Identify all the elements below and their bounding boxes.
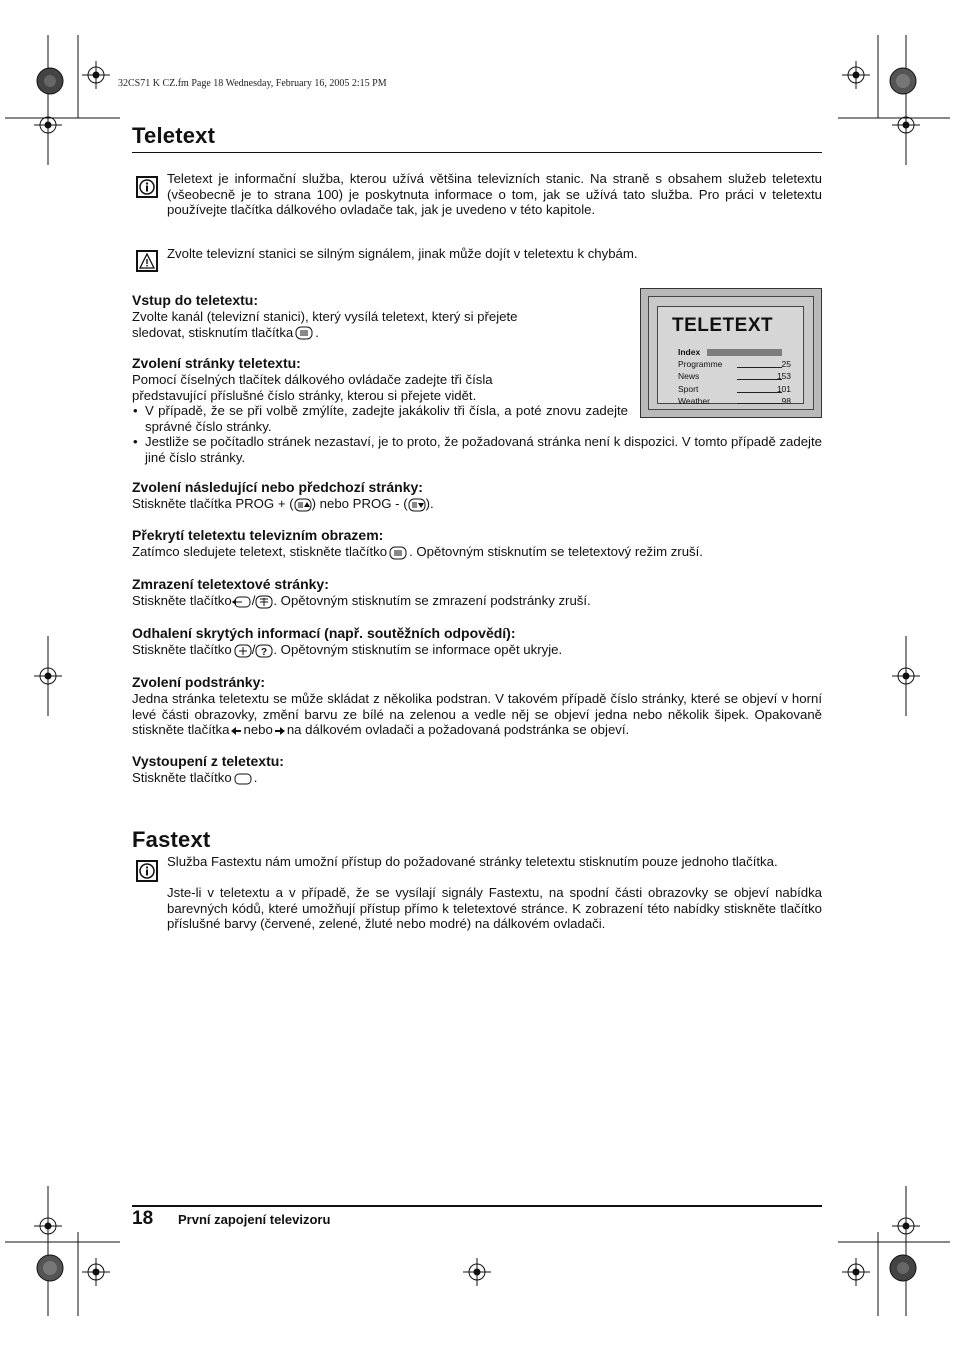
registration-mark-icon: [892, 1212, 920, 1240]
printer-disc-icon: [889, 1254, 917, 1282]
registration-mark-icon: [82, 61, 110, 89]
title-rule: [132, 152, 822, 153]
row-value: 101: [776, 384, 791, 394]
arrow-left-icon: [231, 726, 241, 736]
section-text: Zatímco sledujete teletext, stiskněte tlačítko . Opětovným stisknutím se teletextový režim zruší.: [132, 544, 703, 559]
teletext-screen-title: TELETEXT: [672, 315, 774, 336]
row-name: News: [678, 371, 700, 381]
page-number: 18: [132, 1208, 154, 1229]
registration-mark-icon: [34, 1212, 62, 1240]
section-heading: Vystoupení z teletextu:: [132, 753, 284, 769]
section-heading: Zvolení následující nebo předchozí stránky:: [132, 479, 423, 495]
registration-mark-icon: [34, 662, 62, 690]
row-value: 153: [776, 371, 791, 381]
section-heading: Překrytí teletextu televizním obrazem:: [132, 527, 384, 543]
prog-down-icon: [408, 498, 426, 512]
question-icon: [255, 644, 273, 658]
section-heading: Zmrazení teletextové stránky:: [132, 576, 329, 592]
reveal-icon: [234, 644, 252, 658]
file-header: 32CS71 K CZ.fm Page 18 Wednesday, February 16, 2005 2:15 PM: [118, 78, 387, 89]
registration-mark-icon: [892, 662, 920, 690]
teletext-title: Teletext: [132, 123, 216, 148]
teletext-warning-text: Zvolte televizní stanici se silným signálem, jinak může dojít v teletextu k chybám.: [167, 246, 638, 261]
warning-icon: [136, 250, 158, 272]
section-text: Stiskněte tlačítka PROG + ( ) nebo PROG - ( ).: [132, 496, 434, 511]
section-text: Stiskněte tlačítko / . Opětovným stisknutím se zmrazení podstránky zruší.: [132, 593, 591, 608]
section-heading: Zvolení podstránky:: [132, 674, 266, 690]
teletext-info-text: Teletext je informační služba, kterou užívá většina televizních stanic. Na straně s obsahem služeb teletextu (všeobecně je to strana 100) je poskytnuta informace o tom, jak se užívá tato služba. Pro práci v teletextu používejte tlačítka dálkového ovladače tak, jak je uvedeno v této kapitole.: [167, 171, 822, 217]
section-text: Pomocí číselných tlačítek dálkového ovládače zadejte tři čísla představující příslušné číslo stránky, kterou si přejete vidět.: [132, 372, 493, 403]
printer-disc-icon: [36, 1254, 64, 1282]
section-vstup: [132, 292, 822, 340]
section-heading: Odhalení skrytých informací (např. soutěžních odpovědí):: [132, 625, 516, 641]
section-vystoupeni: [132, 753, 822, 786]
fastext-paragraph-1: Služba Fastextu nám umožní přístup do požadované stránky teletextu stisknutím pouze jednoho tlačítka.: [167, 854, 778, 869]
section-heading: Zvolení stránky teletextu:: [132, 355, 301, 371]
row-name: Sport: [678, 384, 699, 394]
chapter-title: První zapojení televizoru: [178, 1212, 331, 1227]
printer-disc-icon: [36, 67, 64, 95]
row-value: 98: [781, 396, 791, 406]
teletext-index-label: Index: [678, 347, 701, 357]
fastext-paragraph-2: Jste-li v teletextu a v případě, že se vysílají signály Fastextu, na spodní části obrazovky se objeví nabídka barevných kódů, které umožňují přístup přímo k teletextové stránce. K zobrazení této nabídky stiskněte tlačítko příslušné barvy (červené, zelené, žluté nebo modré) na dálkovém ovladači.: [167, 885, 822, 931]
printer-disc-icon: [889, 67, 917, 95]
section-podstranky: [132, 674, 822, 738]
registration-mark-icon: [82, 1258, 110, 1286]
section-nasledujici: [132, 479, 822, 512]
svg-text:?: ?: [261, 646, 268, 658]
list-item: • V případě, že se při volbě zmýlíte, zadejte jakákoliv tři čísla, a poté znovu zadejte správné číslo stránky.: [132, 403, 628, 434]
row-value: 25: [781, 359, 791, 369]
section-prekryti: [132, 527, 822, 560]
registration-mark-icon: [842, 1258, 870, 1286]
registration-mark-icon: [463, 1258, 491, 1286]
teletext-button-icon: [389, 546, 407, 560]
arrow-right-icon: [275, 726, 285, 736]
subpage-icon: [255, 595, 273, 609]
registration-mark-icon: [892, 111, 920, 139]
section-heading: Vstup do teletextu:: [132, 292, 259, 308]
section-text: Stiskněte tlačítko .: [132, 770, 258, 785]
section-text: Jedna stránka teletextu se může skládat z několika podstran. V takovém případě číslo stránky, které se objeví v horní levé části obrazovky, změní barvu ze bílé na zelenou a vedle něj se objeví jedna nebo několik šipek. Opakovaně stiskněte tlačítka nebo na dálkovém ovladači a požadovaná podstránka se objeví.: [132, 691, 822, 737]
info-icon: [136, 176, 158, 198]
footer-rule: [132, 1205, 822, 1207]
section-zvoleni-stranky: [132, 355, 822, 465]
prog-up-icon: [294, 498, 312, 512]
section-zmrazeni: [132, 576, 822, 609]
hold-icon: [232, 595, 252, 609]
section-odhaleni: [132, 625, 822, 658]
teletext-button-icon: [295, 326, 313, 340]
section-text: Stiskněte tlačítko / ? . Opětovným stisknutím se informace opět ukryje.: [132, 642, 563, 658]
registration-mark-icon: [34, 111, 62, 139]
fastext-title: Fastext: [132, 827, 211, 852]
registration-mark-icon: [842, 61, 870, 89]
info-icon: [136, 860, 158, 882]
tv-exit-icon: [234, 772, 252, 786]
row-name: Programme: [678, 359, 723, 369]
list-item: • Jestliže se počítadlo stránek nezastaví, je to proto, že požadovaná stránka není k dispozici. V tomto případě zadejte jiné číslo stránky.: [132, 434, 822, 465]
section-text: Zvolte kanál (televizní stanici), který vysílá teletext, který si přejete sledovat, stisknutím tlačítka .: [132, 309, 518, 340]
row-name: Weather: [678, 396, 710, 406]
